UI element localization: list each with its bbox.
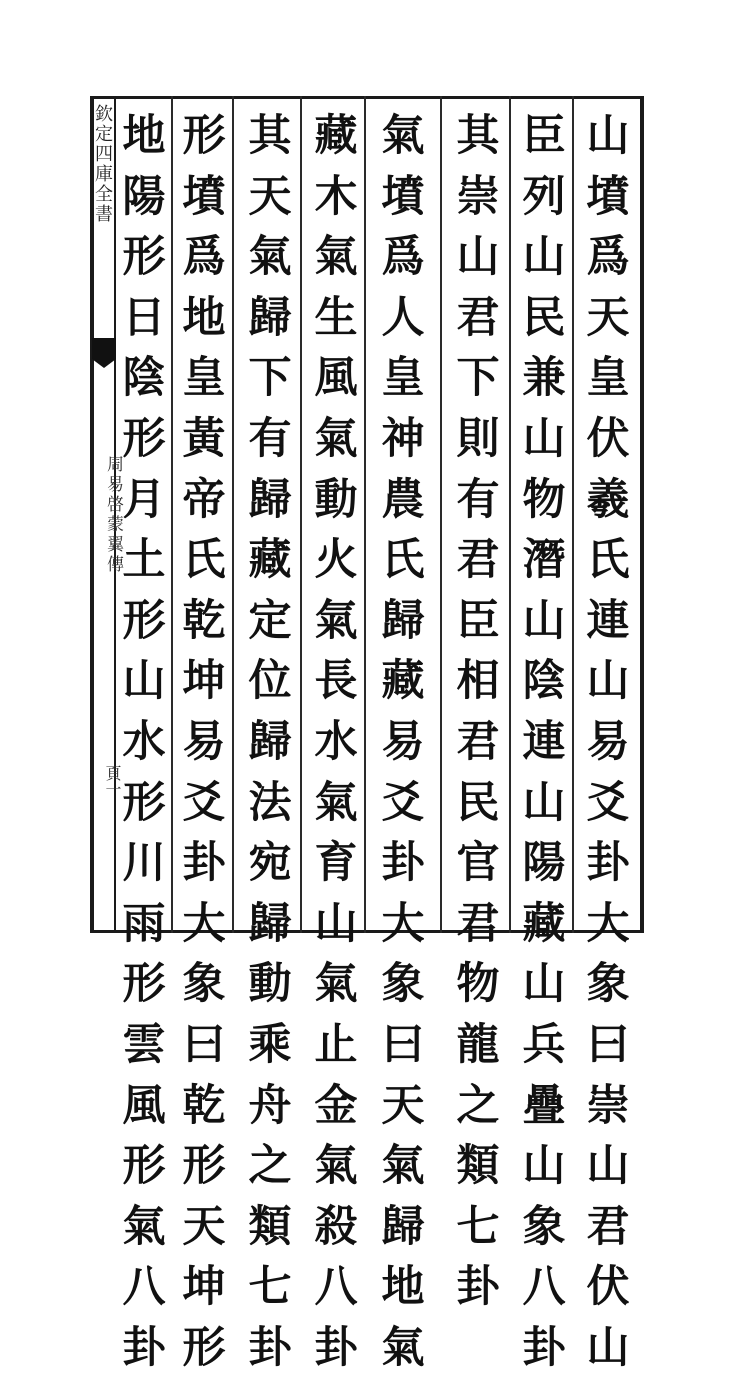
glyph: 氣 <box>248 232 292 283</box>
glyph: 象 <box>586 959 630 1010</box>
glyph: 山 <box>586 1322 630 1373</box>
glyph: 形 <box>122 777 166 828</box>
glyph: 君 <box>456 292 500 343</box>
glyph: 氣 <box>314 413 358 464</box>
text-column-6 <box>242 106 298 1373</box>
text-column-3 <box>450 106 506 1313</box>
glyph: 之 <box>456 1080 500 1131</box>
glyph: 地 <box>122 111 166 161</box>
glyph: 山 <box>522 777 566 828</box>
glyph: 氣 <box>381 111 425 161</box>
column-rule <box>300 96 302 933</box>
glyph: 民 <box>456 777 500 828</box>
glyph: 氣 <box>314 777 358 828</box>
text-column-2 <box>516 106 572 1373</box>
glyph: 墳 <box>586 171 630 222</box>
glyph: 天 <box>381 1080 425 1131</box>
glyph: 氣 <box>314 232 358 283</box>
glyph: 皇 <box>381 353 425 404</box>
glyph: 有 <box>248 413 292 464</box>
glyph: 形 <box>122 1141 166 1192</box>
glyph: 臣 <box>522 111 566 161</box>
glyph: 崇 <box>586 1080 630 1131</box>
glyph: 定 <box>248 595 292 646</box>
glyph: 山 <box>586 656 630 707</box>
glyph: 物 <box>522 474 566 525</box>
glyph: 氏 <box>182 535 226 586</box>
glyph: 動 <box>248 959 292 1010</box>
glyph: 位 <box>248 656 292 707</box>
glyph: 象 <box>522 1201 566 1252</box>
text-column-4 <box>375 106 431 1373</box>
glyph: 月 <box>122 474 166 525</box>
page-number: 頁一 <box>103 765 122 797</box>
glyph: 山 <box>522 595 566 646</box>
glyph: 氏 <box>381 535 425 586</box>
glyph: 崇 <box>456 171 500 222</box>
glyph: 君 <box>586 1201 630 1252</box>
glyph: 卦 <box>522 1322 566 1373</box>
glyph: 氣 <box>122 1201 166 1252</box>
glyph: 兵 <box>522 1019 566 1070</box>
column-rule <box>364 96 366 933</box>
glyph: 水 <box>314 716 358 767</box>
glyph: 類 <box>456 1141 500 1192</box>
glyph: 火 <box>314 535 358 586</box>
glyph: 卦 <box>314 1322 358 1373</box>
glyph: 易 <box>182 716 226 767</box>
glyph: 育 <box>314 838 358 889</box>
glyph: 陽 <box>522 838 566 889</box>
glyph: 疊 <box>522 1080 566 1131</box>
glyph: 其 <box>456 111 500 161</box>
glyph: 連 <box>522 716 566 767</box>
glyph: 兼 <box>522 353 566 404</box>
glyph: 人 <box>381 292 425 343</box>
glyph: 卦 <box>381 838 425 889</box>
glyph: 風 <box>314 353 358 404</box>
glyph: 宛 <box>248 838 292 889</box>
glyph: 君 <box>456 535 500 586</box>
column-rule <box>572 96 574 933</box>
glyph: 爻 <box>381 777 425 828</box>
glyph: 爲 <box>381 232 425 283</box>
glyph: 舟 <box>248 1080 292 1131</box>
glyph: 易 <box>381 716 425 767</box>
glyph: 山 <box>122 656 166 707</box>
glyph: 之 <box>248 1141 292 1192</box>
glyph: 皇 <box>586 353 630 404</box>
glyph: 形 <box>182 1322 226 1373</box>
glyph: 天 <box>248 171 292 222</box>
glyph: 水 <box>122 716 166 767</box>
glyph: 止 <box>314 1019 358 1070</box>
glyph: 神 <box>381 413 425 464</box>
glyph: 墳 <box>381 171 425 222</box>
glyph: 則 <box>456 413 500 464</box>
glyph: 爻 <box>586 777 630 828</box>
glyph: 木 <box>314 171 358 222</box>
glyph: 墳 <box>182 171 226 222</box>
glyph: 山 <box>314 898 358 949</box>
glyph: 七 <box>248 1262 292 1313</box>
glyph: 藏 <box>248 535 292 586</box>
glyph: 爲 <box>182 232 226 283</box>
glyph: 坤 <box>182 1262 226 1313</box>
glyph: 歸 <box>248 716 292 767</box>
glyph: 山 <box>586 111 630 161</box>
glyph: 山 <box>522 232 566 283</box>
glyph: 坤 <box>182 656 226 707</box>
glyph: 天 <box>586 292 630 343</box>
glyph: 易 <box>586 716 630 767</box>
glyph: 象 <box>381 959 425 1010</box>
glyph: 曰 <box>586 1019 630 1070</box>
glyph: 形 <box>182 111 226 161</box>
glyph: 潛 <box>522 535 566 586</box>
glyph: 山 <box>586 1141 630 1192</box>
glyph: 陽 <box>122 171 166 222</box>
glyph: 下 <box>456 353 500 404</box>
glyph: 連 <box>586 595 630 646</box>
glyph: 歸 <box>381 595 425 646</box>
glyph: 其 <box>248 111 292 161</box>
glyph: 列 <box>522 171 566 222</box>
column-rule <box>232 96 234 933</box>
text-column-1 <box>580 106 636 1373</box>
glyph: 黃 <box>182 413 226 464</box>
glyph: 乾 <box>182 1080 226 1131</box>
glyph: 物 <box>456 959 500 1010</box>
glyph: 羲 <box>586 474 630 525</box>
column-rule <box>509 96 511 933</box>
glyph: 下 <box>248 353 292 404</box>
glyph: 大 <box>381 898 425 949</box>
glyph: 殺 <box>314 1201 358 1252</box>
glyph: 八 <box>522 1262 566 1313</box>
glyph: 農 <box>381 474 425 525</box>
glyph: 氣 <box>381 1141 425 1192</box>
glyph: 爲 <box>586 232 630 283</box>
glyph: 皇 <box>182 353 226 404</box>
glyph: 藏 <box>522 898 566 949</box>
glyph: 卦 <box>456 1262 500 1313</box>
glyph: 曰 <box>182 1019 226 1070</box>
glyph: 歸 <box>248 898 292 949</box>
glyph: 形 <box>182 1141 226 1192</box>
glyph: 山 <box>522 413 566 464</box>
frame-top-border <box>92 96 644 99</box>
glyph: 氣 <box>314 959 358 1010</box>
glyph: 形 <box>122 413 166 464</box>
column-rule <box>440 96 442 933</box>
glyph: 風 <box>122 1080 166 1131</box>
glyph: 長 <box>314 656 358 707</box>
glyph: 卦 <box>248 1322 292 1373</box>
glyph: 歸 <box>248 474 292 525</box>
glyph: 地 <box>381 1262 425 1313</box>
glyph: 卦 <box>122 1322 166 1373</box>
book-title: 周易啓蒙翼傳 <box>103 455 123 575</box>
glyph: 歸 <box>248 292 292 343</box>
glyph: 卦 <box>586 838 630 889</box>
glyph: 八 <box>122 1262 166 1313</box>
glyph: 雨 <box>122 898 166 949</box>
glyph: 伏 <box>586 413 630 464</box>
fishtail-mark <box>92 338 116 368</box>
text-column-7 <box>176 106 232 1373</box>
frame-right-border <box>640 96 644 933</box>
glyph: 類 <box>248 1201 292 1252</box>
glyph: 八 <box>314 1262 358 1313</box>
glyph: 君 <box>456 898 500 949</box>
glyph: 民 <box>522 292 566 343</box>
running-title: 欽定四庫全書 <box>92 104 113 224</box>
glyph: 生 <box>314 292 358 343</box>
glyph: 有 <box>456 474 500 525</box>
glyph: 動 <box>314 474 358 525</box>
glyph: 法 <box>248 777 292 828</box>
glyph: 官 <box>456 838 500 889</box>
glyph: 曰 <box>381 1019 425 1070</box>
glyph: 氏 <box>586 535 630 586</box>
glyph: 藏 <box>314 111 358 161</box>
glyph: 川 <box>122 838 166 889</box>
text-column-8 <box>116 106 172 1373</box>
glyph: 日 <box>122 292 166 343</box>
glyph: 乾 <box>182 595 226 646</box>
glyph: 金 <box>314 1080 358 1131</box>
glyph: 氣 <box>314 595 358 646</box>
glyph: 大 <box>182 898 226 949</box>
glyph: 藏 <box>381 656 425 707</box>
glyph: 乘 <box>248 1019 292 1070</box>
glyph: 相 <box>456 656 500 707</box>
glyph: 臣 <box>456 595 500 646</box>
glyph: 龍 <box>456 1019 500 1070</box>
glyph: 陰 <box>122 353 166 404</box>
glyph: 氣 <box>314 1141 358 1192</box>
glyph: 君 <box>456 716 500 767</box>
glyph: 七 <box>456 1201 500 1252</box>
glyph: 象 <box>182 959 226 1010</box>
glyph: 形 <box>122 959 166 1010</box>
glyph: 伏 <box>586 1262 630 1313</box>
glyph: 爻 <box>182 777 226 828</box>
glyph: 山 <box>522 1141 566 1192</box>
glyph: 帝 <box>182 474 226 525</box>
glyph: 卦 <box>182 838 226 889</box>
glyph: 雲 <box>122 1019 166 1070</box>
glyph: 山 <box>456 232 500 283</box>
glyph: 地 <box>182 292 226 343</box>
glyph: 山 <box>522 959 566 1010</box>
glyph: 歸 <box>381 1201 425 1252</box>
glyph: 形 <box>122 232 166 283</box>
glyph: 氣 <box>381 1322 425 1373</box>
glyph: 天 <box>182 1201 226 1252</box>
glyph: 陰 <box>522 656 566 707</box>
glyph: 形 <box>122 595 166 646</box>
text-column-5 <box>308 106 364 1373</box>
glyph: 土 <box>122 535 166 586</box>
glyph: 大 <box>586 898 630 949</box>
